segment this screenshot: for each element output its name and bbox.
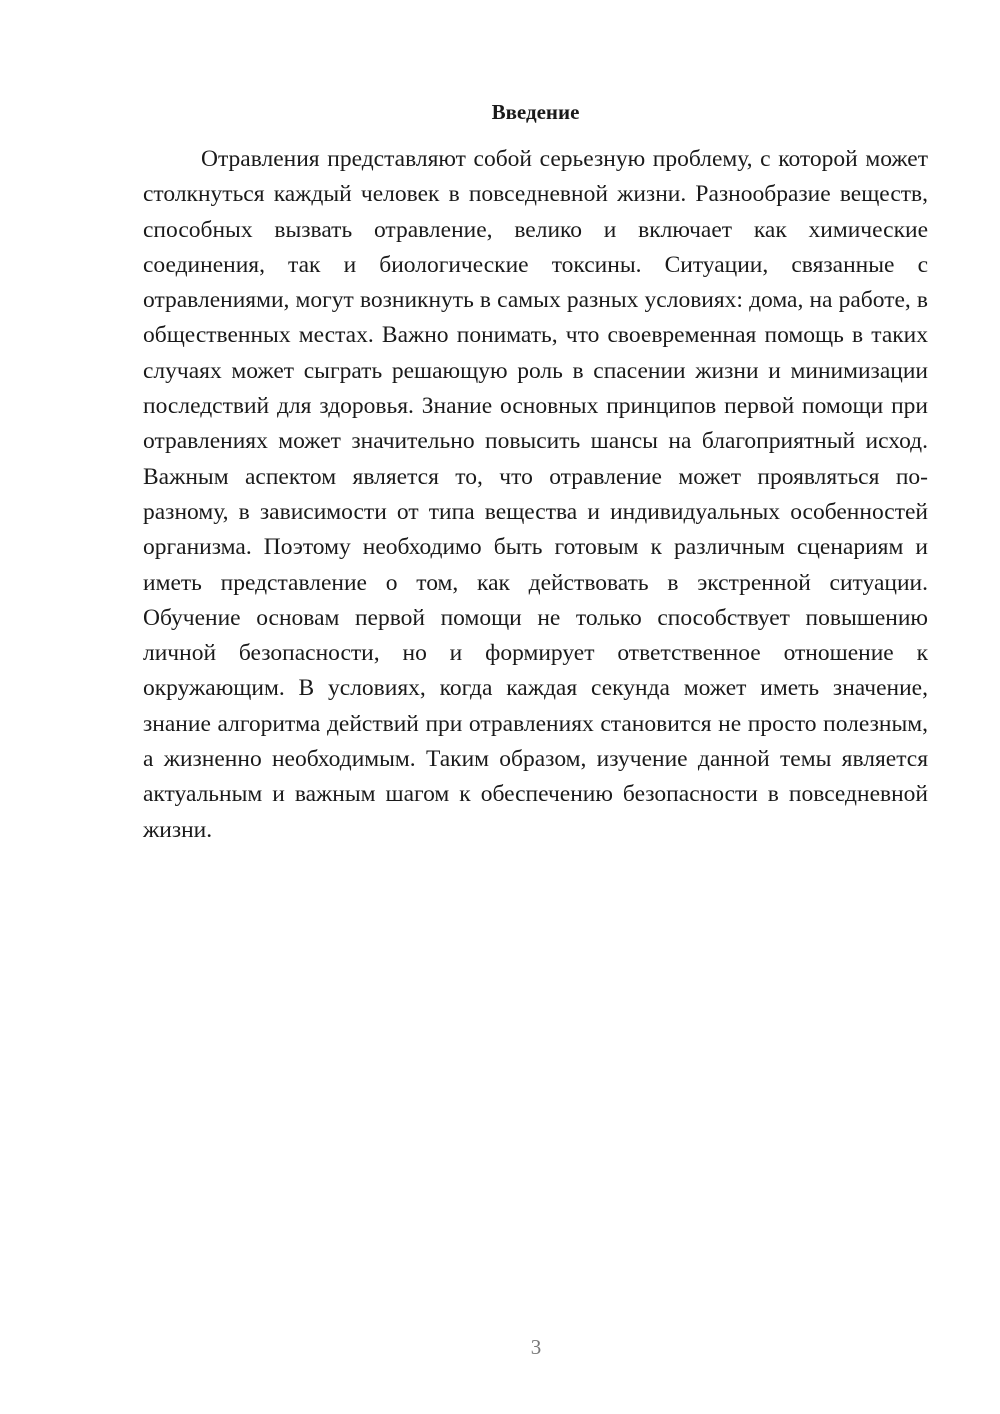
body-paragraph: Отравления представляют собой серьезную проблему, с которой может столкнуться каждый человек в повседневной жизни. Разнообразие веществ, способных вызвать отравление, велико и включает как химические соединения, так и биологические токсины. Ситуации, связанные с отравлениями, могут возникнуть в самых разных условиях: дома, на работе, в общественных местах. Важно понимать, что своевременная помощь в таких случаях может сыграть решающую роль в спасении жизни и минимизации последствий для здоровья. Знание основных принципов первой помощи при отравлениях может значительно повысить шансы на благоприятный исход. Важным аспектом является то, что отравление может проявляться по-разному, в зависимости от типа вещества и индивидуальных особенностей организма. Поэтому необходимо быть готовым к различным сценариям и иметь представление о том, как действовать в экстренной ситуации. Обучение основам первой помощи не только способствует повышению личной безопасности, но и формирует ответственное отношение к окружающим. В условиях, когда каждая секунда может иметь значение, знание алгоритма действий при отравлениях становится не просто полезным, а жизненно необходимым. Таким образом, изучение данной темы является актуальным и важным шагом к обеспечению безопасности в повседневной жизни.: [143, 146, 928, 843]
page-number: 3: [530, 1335, 542, 1359]
section-title: Введение: [491, 100, 580, 124]
